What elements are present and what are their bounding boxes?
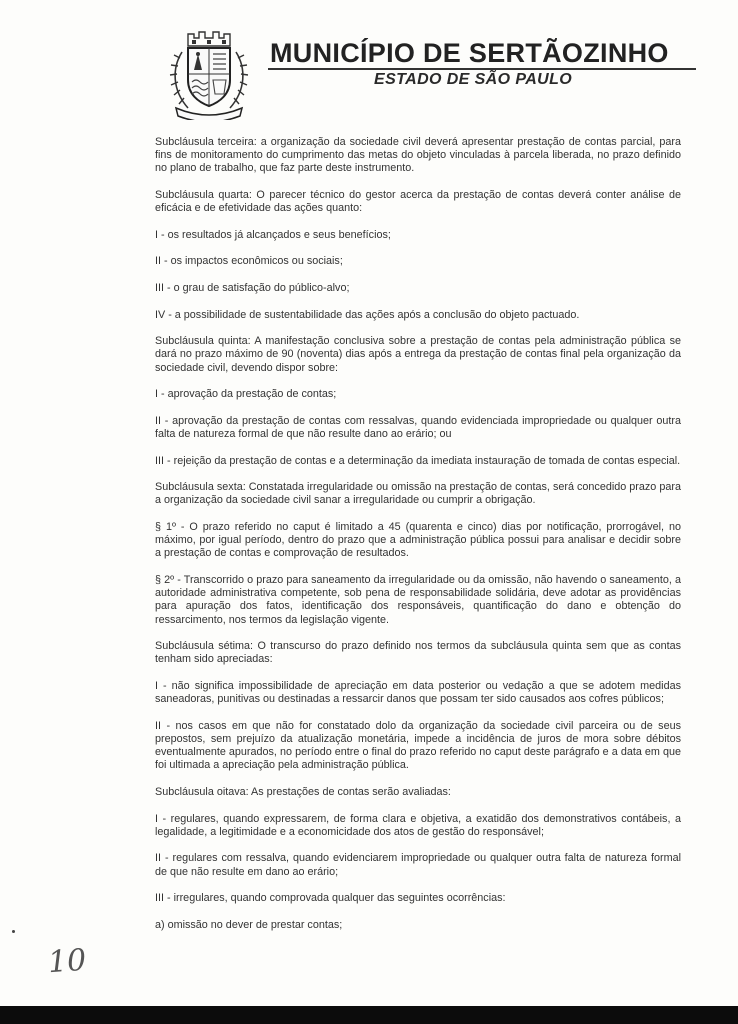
paragraph: I - regulares, quando expressarem, de forma clara e objetiva, a exatidão dos demonstrativos contábeis, a legalidade, a legitimidade e a economicidade dos atos de gestão do responsável;: [155, 812, 681, 838]
paragraph: III - rejeição da prestação de contas e a determinação da imediata instauração de tomada de contas especial.: [155, 454, 681, 467]
handwritten-page-number: 10: [46, 942, 88, 981]
municipality-title: MUNICÍPIO DE SERTÃOZINHO: [270, 38, 669, 68]
paragraph: IV - a possibilidade de sustentabilidade das ações após a conclusão do objeto pactuado.: [155, 308, 580, 321]
paragraph: II - regulares com ressalva, quando evidenciarem impropriedade ou qualquer outra falta de natureza formal de que não resulte em dano ao erário;: [155, 852, 681, 878]
paragraph: Subcláusula quinta: A manifestação conclusiva sobre a prestação de contas pela administração pública se dará no prazo máximo de 90 (noventa) dias após a entrega da prestação de contas final pela organização da sociedade civil, devendo dispor sobre:: [155, 335, 681, 374]
paragraph: I - aprovação da prestação de contas;: [155, 388, 337, 401]
paragraph: Subcláusula oitava: As prestações de contas serão avaliadas:: [155, 785, 451, 798]
paragraph: III - irregulares, quando comprovada qualquer das seguintes ocorrências:: [155, 892, 506, 905]
paragraph: I - não significa impossibilidade de apreciação em data posterior ou vedação a que se adotem medidas saneadoras, punitivas ou destinadas a ressarcir danos que possam ter sido causados aos cofres públicos;: [155, 679, 681, 706]
paragraph: § 1º - O prazo referido no caput é limitado a 45 (quarenta e cinco) dias por notificação, prorrogável, no máximo, por igual período, dentro do prazo que a administração pública possui para analisar e decidir sobre a prestação de contas e comprovação de resultados.: [155, 520, 681, 560]
scan-bottom-edge: [0, 1006, 738, 1024]
letterhead: [0, 0, 738, 130]
paragraph: II - nos casos em que não for constatado dolo da organização da sociedade civil parceira ou de seus prepostos, sem prejuízo da atualização monetária, impede a incidência de juros de mora sobre débitos eventualmente apurados, no período entre o final do prazo referido no caput deste parágrafo e a data em que foi ultimada a apreciação pela administração pública.: [155, 719, 681, 772]
paragraph: Subcláusula sexta: Constatada irregularidade ou omissão na prestação de contas, será concedido prazo para a organização da sociedade civil sanar a irregularidade ou cumprir a obrigação.: [155, 481, 681, 507]
state-subtitle: ESTADO DE SÃO PAULO: [374, 71, 573, 88]
paragraph: § 2º - Transcorrido o prazo para saneamento da irregularidade ou da omissão, não havendo o saneamento, a autoridade administrativa competente, sob pena de responsabilidade solidária, deve adotar as providências para apuração dos fatos, identificação dos responsáveis, quantificação do dano e obtenção do ressarcimento, nos termos da legislação vigente.: [155, 573, 681, 626]
paragraph: Subcláusula terceira: a organização da sociedade civil deverá apresentar prestação de contas parcial, para fins de monitoramento do cumprimento das metas do objeto vinculadas à parcela liberada, no prazo definido no plano de trabalho, que faz parte deste instrumento.: [155, 136, 681, 175]
paragraph: III - o grau de satisfação do público-alvo;: [155, 281, 350, 294]
paragraph: a) omissão no dever de prestar contas;: [155, 918, 343, 931]
contract-clauses: [155, 136, 681, 945]
paragraph: I - os resultados já alcançados e seus benefícios;: [155, 228, 391, 241]
coat-of-arms-icon: [166, 28, 252, 120]
paragraph: Subcláusula sétima: O transcurso do prazo definido nos termos da subcláusula quinta sem que as contas tenham sido apreciadas:: [155, 640, 681, 666]
paragraph: II - aprovação da prestação de contas com ressalvas, quando evidenciada impropriedade ou qualquer outra falta de natureza formal de que não resulte dano ao erário; ou: [155, 414, 681, 440]
paragraph: Subcláusula quarta: O parecer técnico do gestor acerca da prestação de contas deverá conter análise de eficácia e de efetividade das ações quanto:: [155, 189, 681, 215]
scan-speck: [12, 930, 15, 933]
paragraph: II - os impactos econômicos ou sociais;: [155, 255, 343, 268]
title-underline: [268, 68, 696, 70]
